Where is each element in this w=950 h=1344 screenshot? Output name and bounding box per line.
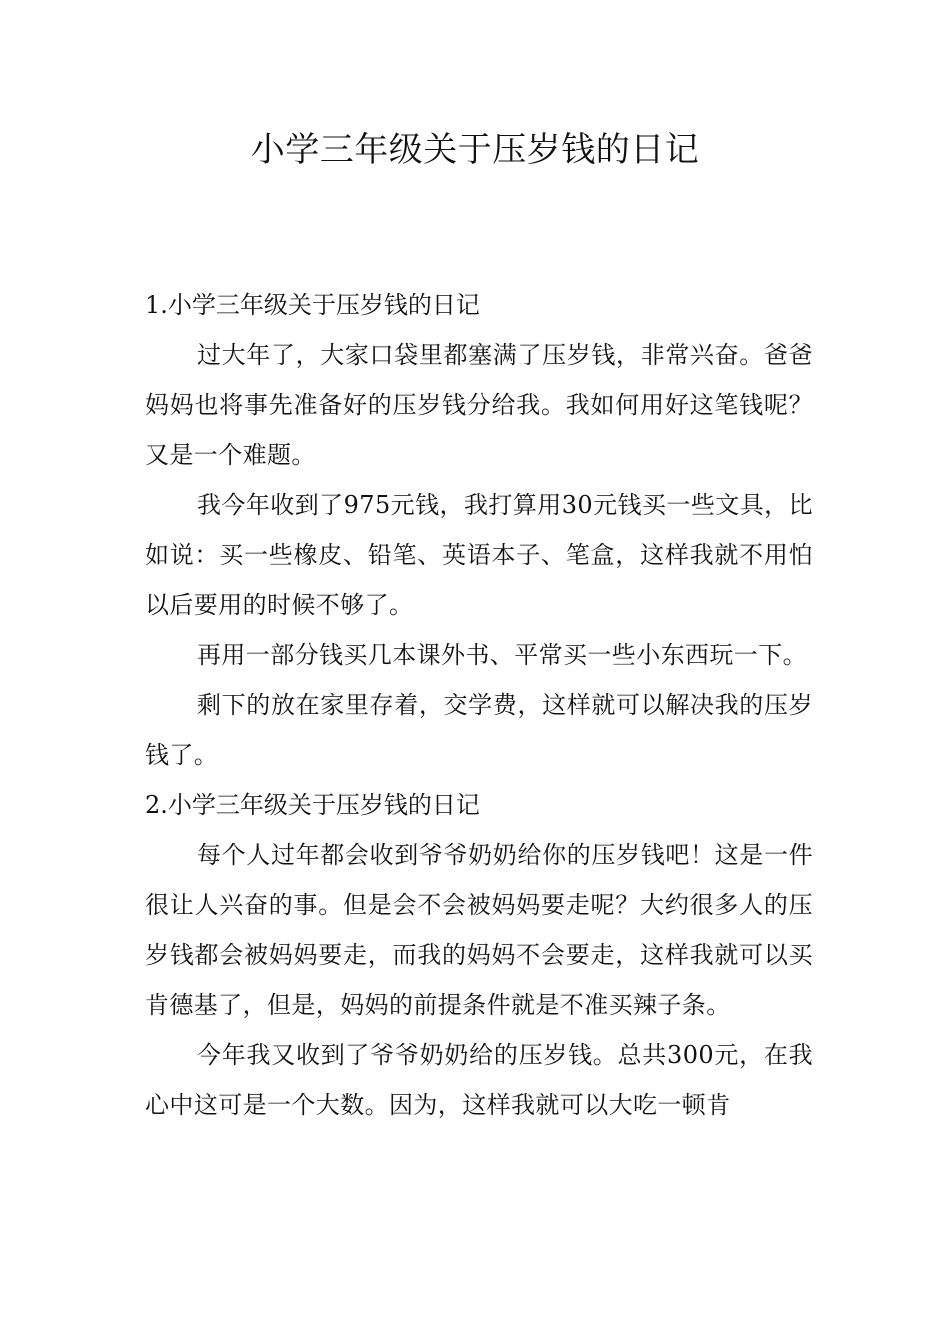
section-heading-2: 2.小学三年级关于压岁钱的日记 xyxy=(145,791,480,819)
document-body xyxy=(145,280,813,1130)
paragraph: 过大年了，大家口袋里都塞满了压岁钱，非常兴奋。爸爸妈妈也将事先准备好的压岁钱分给我。我如何用好这笔钱呢？又是一个难题。 xyxy=(145,341,813,469)
paragraph: 今年我又收到了爷爷奶奶给的压岁钱。总共300元，在我心中这可是一个大数。因为，这样我就可以大吃一顿肯 xyxy=(145,1041,813,1119)
paragraph: 剩下的放在家里存着，交学费，这样就可以解决我的压岁钱了。 xyxy=(145,691,813,769)
section-heading-1: 1.小学三年级关于压岁钱的日记 xyxy=(145,291,480,319)
paragraph: 再用一部分钱买几本课外书、平常买一些小东西玩一下。 xyxy=(197,641,807,669)
document-title: 小学三年级关于压岁钱的日记 xyxy=(250,130,700,170)
paragraph: 我今年收到了975元钱，我打算用30元钱买一些文具，比如说：买一些橡皮、铅笔、英语本子、笔盒，这样我就不用怕以后要用的时候不够了。 xyxy=(145,491,813,619)
paragraph: 每个人过年都会收到爷爷奶奶给你的压岁钱吧！这是一件很让人兴奋的事。但是会不会被妈妈要走呢？大约很多人的压岁钱都会被妈妈要走，而我的妈妈不会要走，这样我就可以买肯德基了，但是，妈妈的前提条件就是不准买辣子条。 xyxy=(145,841,813,1019)
